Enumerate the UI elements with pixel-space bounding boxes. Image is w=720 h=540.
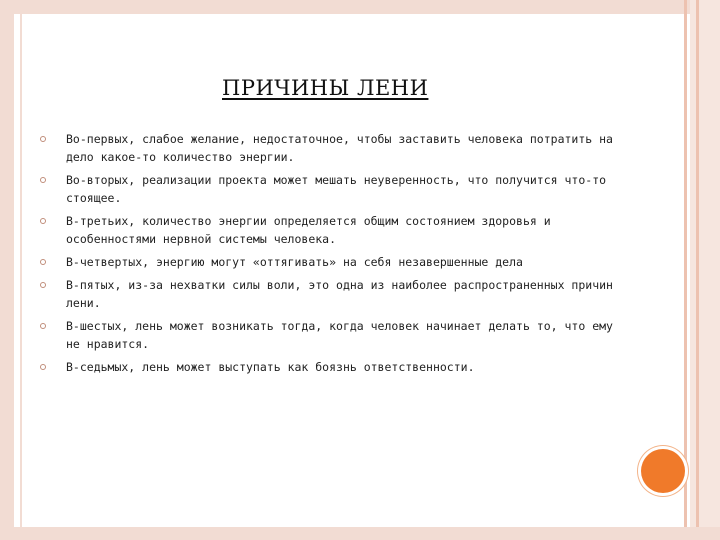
right-border-line [684, 0, 687, 540]
bullet-text: В-пятых, из-за нехватки силы воли, это одна из наиболее распространенных причин лени. [66, 278, 613, 310]
bullet-text: Во-первых, слабое желание, недостаточное, чтобы заставить человека потратить на дело какое-то количество энергии. [66, 132, 613, 164]
bullet-circle-icon [40, 177, 46, 183]
bullet-list [40, 130, 630, 381]
top-border-decoration [0, 0, 720, 14]
list-item [40, 358, 630, 376]
list-item [40, 212, 630, 248]
bullet-text: В-шестых, лень может возникать тогда, когда человек начинает делать то, что ему не нравится. [66, 319, 613, 351]
bottom-border-decoration [0, 527, 720, 540]
bullet-text: Во-вторых, реализации проекта может мешать неуверенность, что получится что-то стоящее. [66, 173, 607, 205]
orange-circle-decoration [641, 449, 685, 493]
slide-title: ПРИЧИНЫ ЛЕНИ [222, 76, 429, 100]
right-border-decoration [690, 0, 720, 540]
left-border-decoration [0, 0, 14, 540]
bullet-circle-icon [40, 136, 46, 142]
bullet-text: В-третьих, количество энергии определяется общим состоянием здоровья и особенностями нервной системы человека. [66, 214, 551, 246]
bullet-text: В-четвертых, энергию могут «оттягивать» на себя незавершенные дела [66, 255, 523, 269]
bullet-circle-icon [40, 282, 46, 288]
list-item [40, 171, 630, 207]
bullet-circle-icon [40, 259, 46, 265]
bullet-text: В-седьмых, лень может выступать как боязнь ответственности. [66, 360, 475, 374]
list-item [40, 130, 630, 166]
list-item [40, 276, 630, 312]
right-border-line [696, 0, 699, 540]
list-item [40, 253, 630, 271]
bullet-circle-icon [40, 323, 46, 329]
bullet-circle-icon [40, 218, 46, 224]
list-item [40, 317, 630, 353]
bullet-circle-icon [40, 364, 46, 370]
